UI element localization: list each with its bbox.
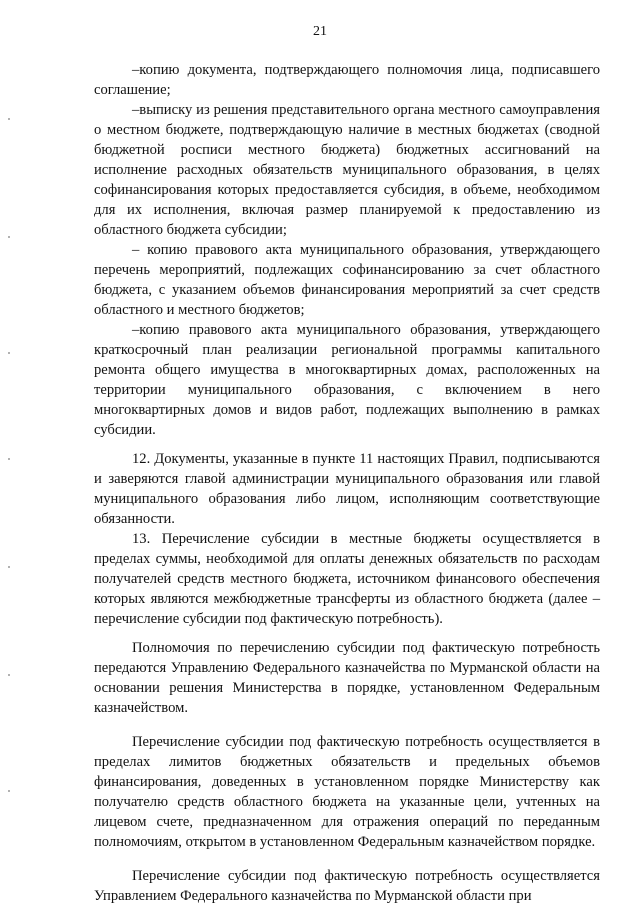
paragraph-powers-transfer: Полномочия по перечислению субсидии под фактическую потребность передаются Управлению Федерального казначейства по Мурманской области на основании решения Министерства в порядке, установленном Федеральным казначейством. xyxy=(94,640,600,716)
paragraph-activities-list-act: – копию правового акта муниципального образования, утверждающего перечень мероприятий, подлежащих софинансированию за счет областного бюджета, с указанием объемов финансирования мероприятий за счет средств областного и местного бюджетов; xyxy=(94,242,600,318)
page-number: 21 xyxy=(313,24,327,39)
paragraph-short-term-plan-act: –копию правового акта муниципального образования, утверждающего краткосрочный план реализации региональной программы капитального ремонта общего имущества в многоквартирных домах, расположенных на территории муниципального образования, с включением в него многоквартирных домов и видов работ, подлежащих выполнению в рамках субсидии. xyxy=(94,322,600,438)
paragraph-item-12: 12. Документы, указанные в пункте 11 настоящих Правил, подписываются и заверяются главой администрации муниципального образования или главой муниципального образования либо лицом, исполняющим соответствующие обязанности. xyxy=(94,451,600,527)
scan-margin-marks xyxy=(8,0,12,905)
paragraph-budget-extract: –выписку из решения представительного органа местного самоуправления о местном бюджете, подтверждающую наличие в местных бюджетах (сводной бюджетной росписи местного бюджета) бюджетных ассигнований на исполнение расходных обязательств муниципального образования, в целях софинансирования которых предоставляется субсидия, в объеме, необходимом для их исполнения, включая размер планируемой к предоставлению из областного бюджета субсидии; xyxy=(94,102,600,238)
document-body xyxy=(94,60,600,906)
paragraph-transfer-limits: Перечисление субсидии под фактическую потребность осуществляется в пределах лимитов бюджетных обязательств и предельных объемов финансирования, доведенных в установленном порядке Министерству как получателю средств областного бюджета на указанные цели, учтенных на лицевом счете, предназначенном для отражения операций по переданным полномочиям, открытом в установленном Федеральным казначейством порядке. xyxy=(94,734,600,850)
paragraph-copy-authority-document: –копию документа, подтверждающего полномочия лица, подписавшего соглашение; xyxy=(94,62,600,98)
paragraph-item-13: 13. Перечисление субсидии в местные бюджеты осуществляется в пределах суммы, необходимой для оплаты денежных обязательств по расходам получателей средств местного бюджета, источником финансового обеспечения которых являются межбюджетные трансферты из областного бюджета (далее – перечисление субсидии под фактическую потребность). xyxy=(94,531,600,627)
paragraph-transfer-treasury: Перечисление субсидии под фактическую потребность осуществляется Управлением Федерального казначейства по Мурманской области при xyxy=(94,868,600,904)
